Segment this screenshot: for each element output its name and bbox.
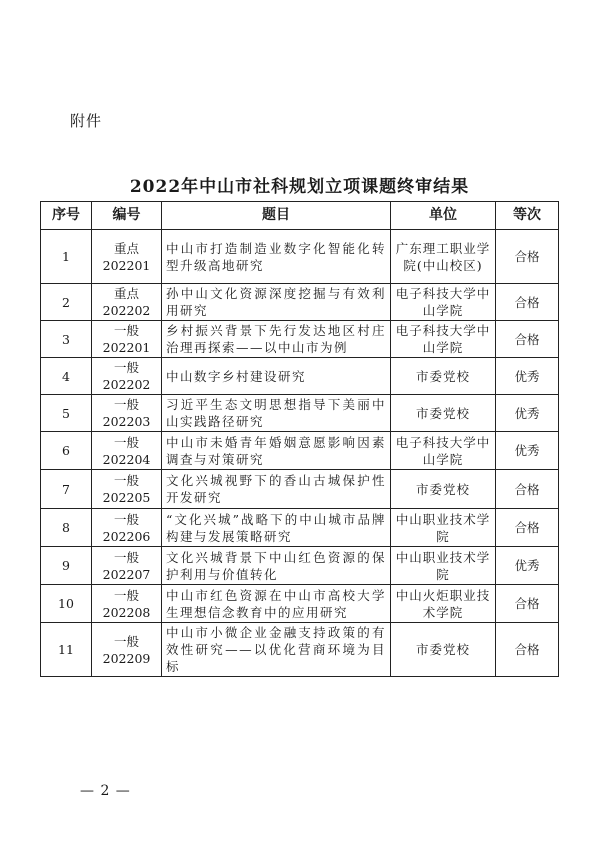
cell-title: 中山市未婚青年婚姻意愿影响因素调查与对策研究 [162, 432, 391, 470]
table-row [41, 547, 559, 585]
attachment-label: 附件 [70, 112, 103, 130]
code-type: 重点 [113, 286, 139, 301]
cell-unit: 市委党校 [391, 358, 496, 395]
header-seq: 序号 [41, 202, 92, 230]
cell-code [92, 585, 162, 623]
cell-title: 中山数字乡村建设研究 [162, 358, 391, 395]
code-type: 一般 [113, 473, 139, 488]
cell-title: 乡村振兴背景下先行发达地区村庄治理再探索——以中山市为例 [162, 321, 391, 358]
table-row [41, 358, 559, 395]
cell-seq: 2 [41, 284, 92, 321]
cell-unit: 中山火炬职业技术学院 [391, 585, 496, 623]
cell-unit: 广东理工职业学院(中山校区) [391, 230, 496, 284]
cell-code [92, 509, 162, 547]
cell-grade: 合格 [496, 230, 559, 284]
cell-grade: 合格 [496, 470, 559, 509]
results-table [40, 201, 559, 677]
table-row [41, 395, 559, 432]
cell-title: 孙中山文化资源深度挖掘与有效利用研究 [162, 284, 391, 321]
table-row [41, 321, 559, 358]
cell-seq: 1 [41, 230, 92, 284]
cell-seq: 11 [41, 623, 92, 677]
code-type: 一般 [113, 397, 139, 412]
cell-code [92, 358, 162, 395]
cell-unit: 电子科技大学中山学院 [391, 432, 496, 470]
document-title: 2022年中山市社科规划立项课题终审结果 [129, 177, 470, 197]
header-title: 题目 [162, 202, 391, 230]
cell-unit: 电子科技大学中山学院 [391, 321, 496, 358]
table-row [41, 432, 559, 470]
cell-grade: 优秀 [496, 547, 559, 585]
code-type: 一般 [113, 511, 139, 527]
cell-grade: 合格 [496, 321, 559, 358]
cell-title: 文化兴城视野下的香山古城保护性开发研究 [162, 470, 391, 509]
cell-unit: 中山职业技术学院 [391, 547, 496, 585]
cell-unit: 中山职业技术学院 [391, 509, 496, 547]
table-row [41, 585, 559, 623]
table-header-row [41, 202, 559, 230]
cell-grade: 优秀 [496, 432, 559, 470]
cell-title: 中山市红色资源在中山市高校大学生理想信念教育中的应用研究 [162, 585, 391, 623]
cell-seq: 6 [41, 432, 92, 470]
code-number: 202201 [102, 340, 151, 355]
table-row [41, 509, 559, 547]
table-row [41, 470, 559, 509]
code-number: 202208 [102, 604, 151, 620]
cell-unit: 市委党校 [391, 395, 496, 432]
cell-code [92, 432, 162, 470]
cell-seq: 4 [41, 358, 92, 395]
cell-grade: 优秀 [496, 358, 559, 395]
header-grade: 等次 [496, 202, 559, 230]
cell-title: 习近平生态文明思想指导下美丽中山实践路径研究 [162, 395, 391, 432]
cell-seq: 3 [41, 321, 92, 358]
code-type: 一般 [113, 434, 139, 450]
code-number: 202202 [102, 303, 151, 318]
cell-code [92, 470, 162, 509]
cell-grade: 合格 [496, 623, 559, 677]
cell-code [92, 623, 162, 677]
cell-code [92, 395, 162, 432]
table-row [41, 623, 559, 677]
code-type: 重点 [113, 240, 139, 256]
cell-grade: 优秀 [496, 395, 559, 432]
code-type: 一般 [113, 633, 139, 649]
cell-grade: 合格 [496, 585, 559, 623]
cell-grade: 合格 [496, 284, 559, 321]
code-type: 一般 [113, 587, 139, 603]
cell-seq: 9 [41, 547, 92, 585]
code-number: 202206 [102, 528, 151, 544]
header-unit: 单位 [391, 202, 496, 230]
cell-grade: 合格 [496, 509, 559, 547]
cell-seq: 10 [41, 585, 92, 623]
code-number: 202204 [102, 451, 151, 467]
cell-seq: 8 [41, 509, 92, 547]
code-number: 202205 [102, 490, 151, 505]
code-number: 202207 [102, 566, 151, 582]
cell-code [92, 321, 162, 358]
cell-title: 文化兴城背景下中山红色资源的保护利用与价值转化 [162, 547, 391, 585]
cell-unit: 电子科技大学中山学院 [391, 284, 496, 321]
cell-title: “文化兴城”战略下的中山城市品牌构建与发展策略研究 [162, 509, 391, 547]
cell-title: 中山市小微企业金融支持政策的有效性研究——以优化营商环境为目标 [162, 623, 391, 677]
code-type: 一般 [113, 323, 139, 338]
table-row [41, 230, 559, 284]
page-number: — 2 — [80, 783, 131, 799]
code-type: 一般 [113, 360, 139, 375]
cell-unit: 市委党校 [391, 623, 496, 677]
cell-code [92, 284, 162, 321]
code-number: 202203 [102, 414, 151, 429]
code-number: 202202 [102, 377, 151, 392]
code-number: 202209 [102, 650, 151, 666]
cell-unit: 市委党校 [391, 470, 496, 509]
cell-seq: 7 [41, 470, 92, 509]
cell-title: 中山市打造制造业数字化智能化转型升级高地研究 [162, 230, 391, 284]
cell-code [92, 230, 162, 284]
header-code: 编号 [92, 202, 162, 230]
cell-code [92, 547, 162, 585]
code-number: 202201 [102, 257, 151, 273]
code-type: 一般 [113, 549, 139, 565]
table-row [41, 284, 559, 321]
cell-seq: 5 [41, 395, 92, 432]
